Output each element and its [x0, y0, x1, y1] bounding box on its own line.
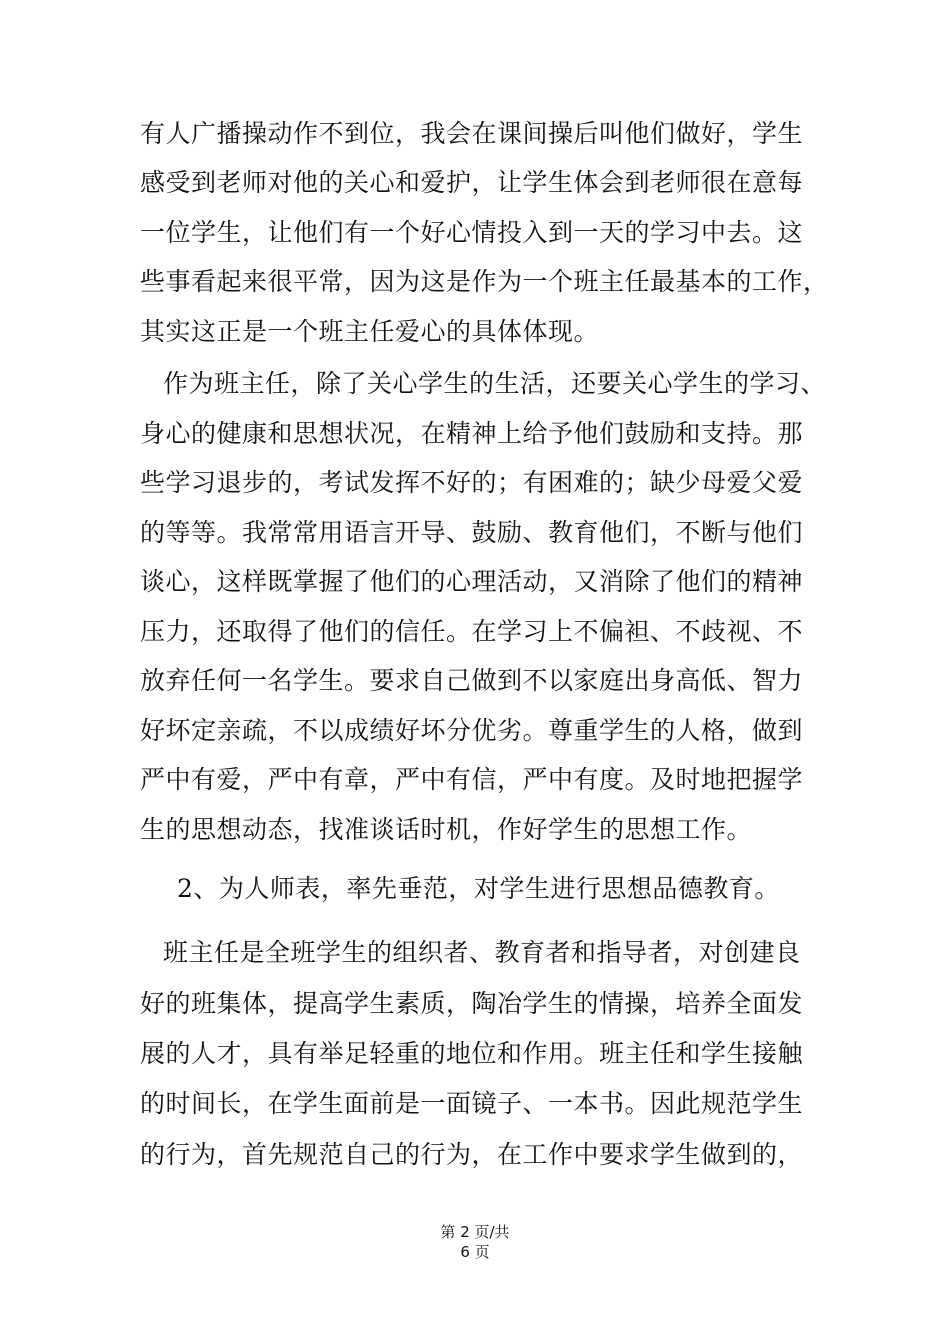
paragraph-first-line: 作为班主任，除了关心学生的生活，还要关心学生的学习、: [163, 369, 827, 398]
text-line: 放弃任何一名学生。要求自己做到不以家庭出身高低、智力: [140, 666, 804, 695]
text-line: 好的班集体，提高学生素质，陶冶学生的情操，培养全面发: [140, 989, 804, 1018]
text-line: 谈心，这样既掌握了他们的心理活动，又消除了他们的精神: [140, 567, 804, 596]
text-line: 的时间长，在学生面前是一面镜子、一本书。因此规范学生: [140, 1089, 804, 1118]
text-line: 感受到老师对他的关心和爱护，让学生体会到老师很在意每: [140, 168, 804, 197]
text-line: 好坏定亲疏，不以成绩好坏分优劣。尊重学生的人格，做到: [140, 716, 804, 745]
section-heading: 2、为人师表，率先垂范，对学生进行思想品德教育。: [177, 874, 780, 903]
text-line: 些事看起来很平常，因为这是作为一个班主任最基本的工作，: [140, 267, 829, 296]
text-line: 生的思想动态，找准谈话时机，作好学生的思想工作。: [140, 815, 753, 844]
text-line: 展的人才，具有举足轻重的地位和作用。班主任和学生接触: [140, 1039, 804, 1068]
text-line: 的行为，首先规范自己的行为，在工作中要求学生做到的，: [140, 1140, 804, 1169]
text-line: 有人广播操动作不到位，我会在课间操后叫他们做好，学生: [140, 119, 804, 148]
page-number-line-1: 第 2 页/共: [440, 1223, 510, 1241]
text-line: 些学习退步的，考试发挥不好的；有困难的；缺少母爱父爱: [140, 468, 804, 497]
text-line: 的等等。我常常用语言开导、鼓励、教育他们，不断与他们: [140, 518, 804, 547]
text-line: 严中有爱，严中有章，严中有信，严中有度。及时地把握学: [140, 765, 804, 794]
text-line: 压力，还取得了他们的信任。在学习上不偏袒、不歧视、不: [140, 617, 804, 646]
text-line: 其实这正是一个班主任爱心的具体体现。: [140, 317, 600, 346]
text-line: 一位学生，让他们有一个好心情投入到一天的学习中去。这: [140, 218, 804, 247]
page-number-line-2: 6 页: [460, 1243, 490, 1261]
text-line: 身心的健康和思想状况，在精神上给予他们鼓励和支持。那: [140, 419, 804, 448]
paragraph-first-line: 班主任是全班学生的组织者、教育者和指导者，对创建良: [163, 938, 801, 967]
